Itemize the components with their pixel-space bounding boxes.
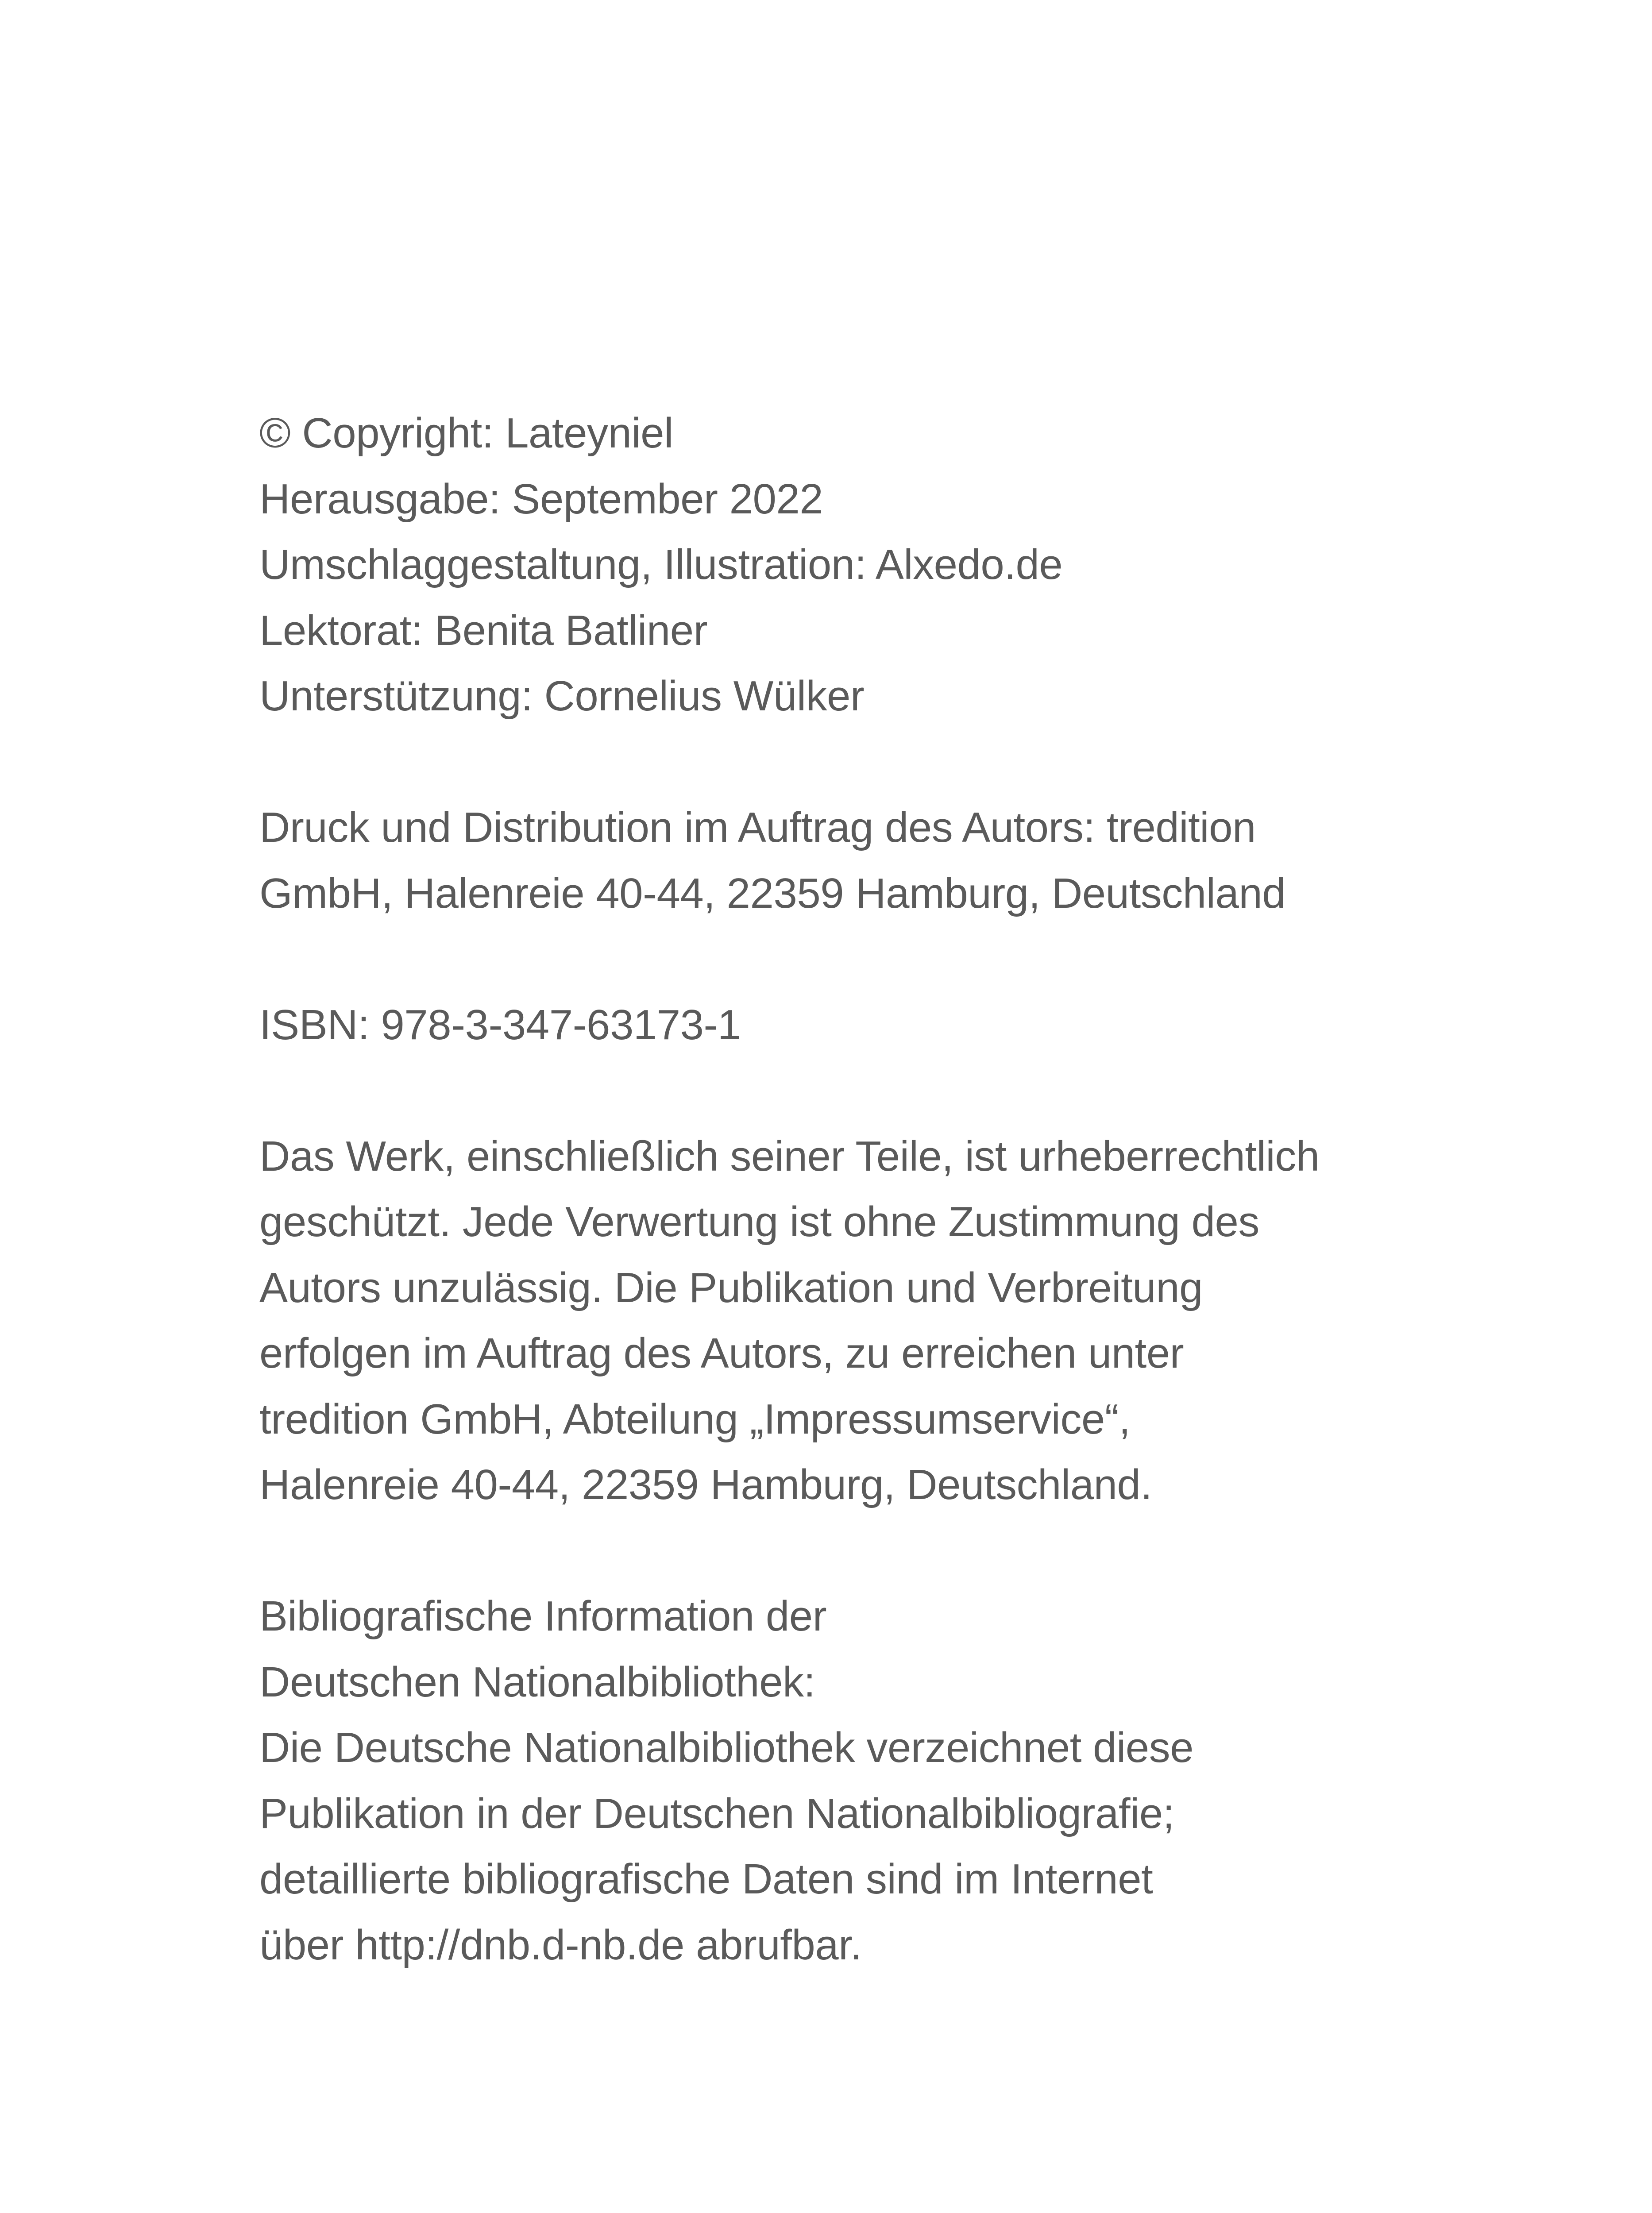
notice-line: tredition GmbH, Abteilung „Impressumservice“, <box>259 1395 1131 1443</box>
printing-line: GmbH, Halenreie 40-44, 22359 Hamburg, Deutschland <box>259 869 1286 917</box>
notice-line: Autors unzulässig. Die Publikation und Verbreitung <box>259 1264 1203 1311</box>
editor-line: Lektorat: Benita Batliner <box>259 606 708 654</box>
bibliographic-line: über http://dnb.d-nb.de abrufbar. <box>259 1921 862 1969</box>
bibliographic-line: Bibliografische Information der <box>259 1592 827 1640</box>
notice-line: Das Werk, einschließlich seiner Teile, ist urheberrechtlich <box>259 1132 1320 1180</box>
bibliographic-line: detaillierte bibliografische Daten sind im Internet <box>259 1855 1153 1903</box>
notice-line: Halenreie 40-44, 22359 Hamburg, Deutschland. <box>259 1461 1152 1508</box>
copyright-notice-block <box>259 1124 1455 1518</box>
imprint-content <box>259 401 1455 2044</box>
notice-line: geschützt. Jede Verwertung ist ohne Zustimmung des <box>259 1198 1259 1245</box>
isbn-block <box>259 992 1455 1058</box>
isbn-line: ISBN: 978-3-347-63173-1 <box>259 1001 741 1049</box>
bibliographic-block <box>259 1584 1455 1978</box>
bibliographic-line: Deutschen Nationalbibliothek: <box>259 1658 815 1706</box>
support-line: Unterstützung: Cornelius Wülker <box>259 672 865 720</box>
bibliographic-line: Die Deutsche Nationalbibliothek verzeichnet diese <box>259 1724 1194 1771</box>
colophon-block <box>259 401 1455 729</box>
edition-line: Herausgabe: September 2022 <box>259 475 823 523</box>
bibliographic-line: Publikation in der Deutschen Nationalbibliografie; <box>259 1789 1174 1837</box>
printing-block <box>259 795 1455 926</box>
cover-design-line: Umschlaggestaltung, Illustration: Alxedo.de <box>259 541 1063 588</box>
notice-line: erfolgen im Auftrag des Autors, zu erreichen unter <box>259 1330 1184 1377</box>
copyright-line: © Copyright: Lateyniel <box>259 409 673 457</box>
printing-line: Druck und Distribution im Auftrag des Autors: tredition <box>259 804 1256 851</box>
